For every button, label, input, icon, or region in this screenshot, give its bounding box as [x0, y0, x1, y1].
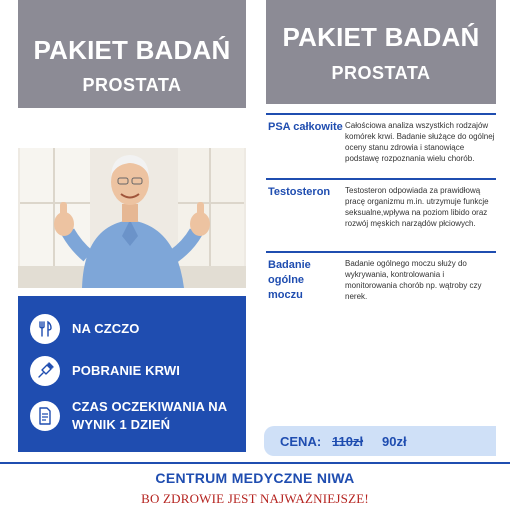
price-old: 110zł	[332, 434, 364, 449]
syringe-icon	[30, 356, 60, 386]
divider	[266, 178, 496, 180]
price-bar	[264, 426, 496, 456]
document-icon	[30, 401, 60, 431]
divider	[266, 251, 496, 253]
feature-fasting	[30, 314, 139, 344]
photo-senior-thumbs-up	[18, 148, 246, 288]
fork-knife-icon	[30, 314, 60, 344]
feature-waiting-time-label: CZAS OCZEKIWANIA NA WYNIK 1 DZIEŃ	[72, 399, 227, 432]
feature-waiting-time	[30, 398, 240, 434]
price-label: CENA:	[280, 434, 322, 449]
divider	[266, 113, 496, 115]
right-header-banner	[266, 0, 496, 104]
right-header-title: PAKIET BADAŃ	[282, 22, 480, 52]
features-panel	[18, 296, 246, 452]
right-header-subtitle: PROSTATA	[331, 63, 431, 83]
footer-clinic-name: CENTRUM MEDYCZNE NIWA	[155, 470, 355, 486]
price-new: 90zł	[382, 434, 407, 449]
test-psa-description: Całościowa analiza wszystkich rodzajów komórek krwi. Badanie służące do ogólnej oceny stanu zdrowia i stanowiące podstawę rozpoznania wielu chorób.	[345, 121, 495, 163]
footer-divider	[0, 462, 510, 464]
feature-blood-draw	[30, 356, 180, 386]
test-testosterone-name: Testosteron	[268, 186, 331, 198]
test-psa-name: PSA całkowite	[268, 121, 343, 133]
test-urine-description: Badanie ogólnego moczu służy do wykrywania, kontrolowania i monitorowania chorób np. wątroby czy nerek.	[345, 259, 482, 301]
left-header-title: PAKIET BADAŃ	[33, 35, 231, 65]
test-urine-name: Badanie ogólne moczu	[268, 259, 311, 301]
feature-fasting-label: NA CZCZO	[72, 321, 140, 336]
left-header-subtitle: PROSTATA	[82, 75, 182, 95]
left-header-banner	[18, 0, 246, 108]
footer-slogan: BO ZDROWIE JEST NAJWAŻNIEJSZE!	[141, 491, 369, 506]
test-testosterone-description: Testosteron odpowiada za prawidłową pracę organizmu m.in. utrzymuje funkcje seksualne,wpływa na poziom libido oraz rozwój męskich narządów płciowych.	[345, 186, 489, 228]
feature-blood-draw-label: POBRANIE KRWI	[72, 363, 180, 378]
